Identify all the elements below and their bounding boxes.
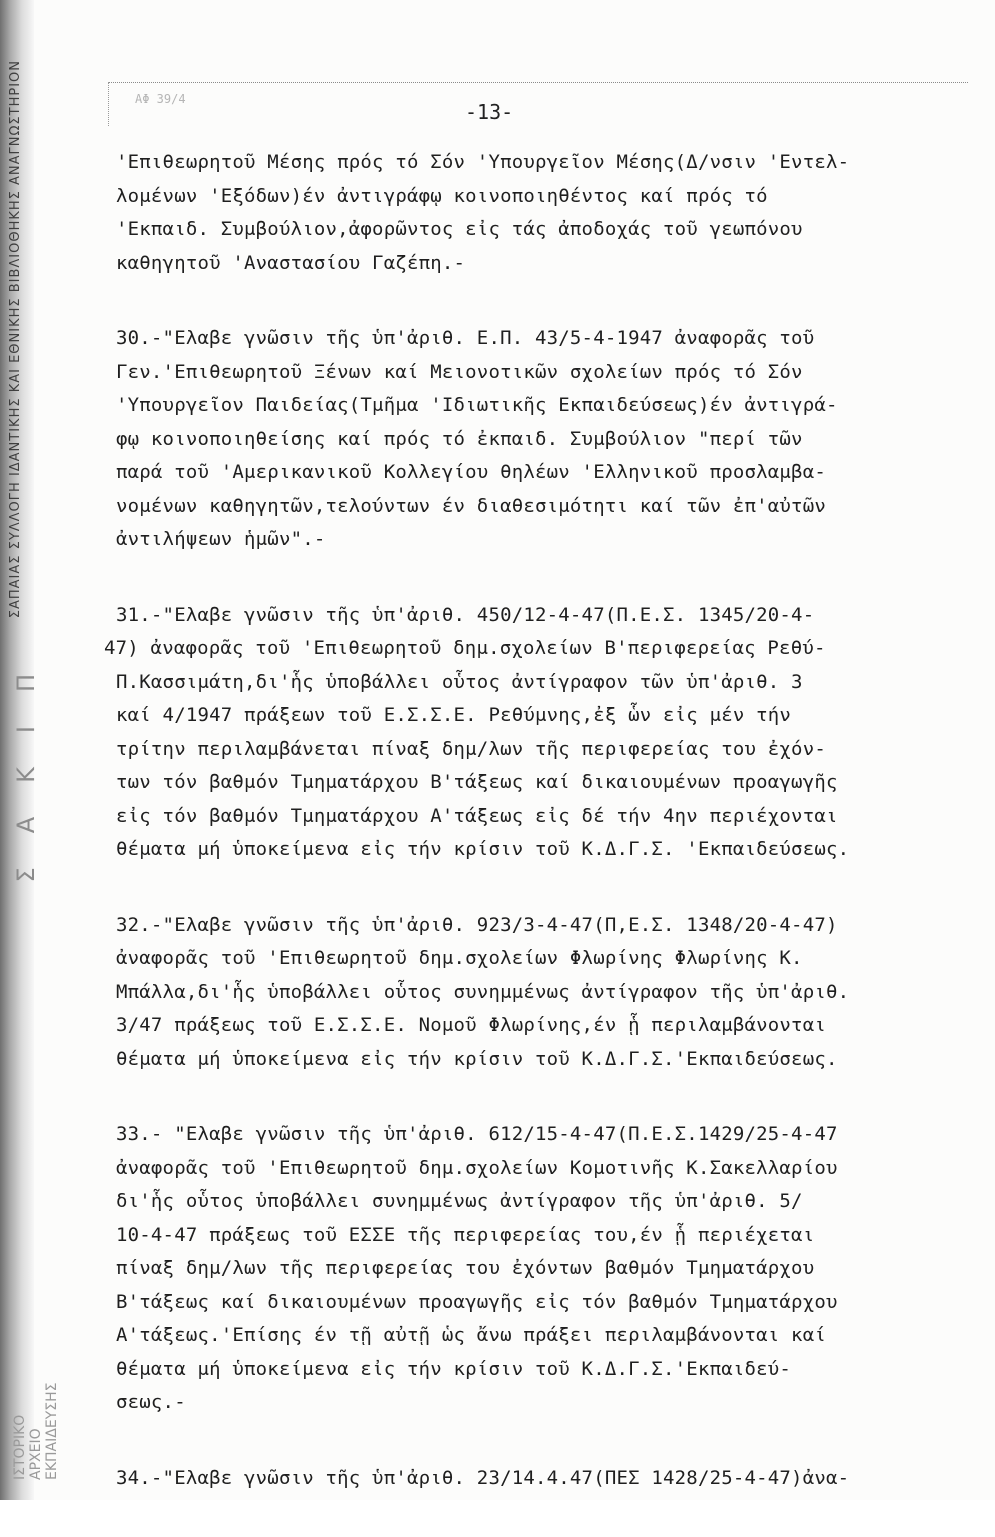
- text-line: θέματα μή ὑποκείμενα εἰς τήν κρίσιν τοῦ Κ.Δ.Γ.Σ.'Εκπαιδεύσεως.: [116, 1047, 838, 1070]
- paragraph-30: [116, 322, 961, 557]
- text-line: τρίτην περιλαμβάνεται πίναξ δημ/λων τῆς περιφερείας του ἐχόν-: [116, 737, 826, 760]
- paragraph-32: [116, 909, 961, 1077]
- side-letters: ΣΑΚΙΠ: [12, 640, 40, 883]
- text-line: 10-4-47 πράξεως τοῦ ΕΣΣΕ τῆς περιφερείας του,έν ᾗ περιέχεται: [116, 1223, 815, 1246]
- paragraph-34: [116, 1462, 961, 1496]
- text-line: 47) ἀναφορᾶς τοῦ 'Επιθεωρητοῦ δημ.σχολείων Β'περιφερείας Ρεθύ-: [104, 637, 826, 659]
- library-stamp: ΣΑΠΑΙΑΣ ΣΥΛΛΟΓΗ ΙΔΑΝΤΙΚΗΣ ΚΑΙ ΕΘΝΙΚΗΣ ΒΙΒΛΙΟΘΗΚΗΣ ΑΝΑΓΝΩΣΤΗΡΙΟΝ: [8, 60, 23, 619]
- text-line: ἀντιλήψεων ἡμῶν".-: [116, 528, 326, 550]
- text-line: Μπάλλα,δι'ἧς ὑποβάλλει οὗτος συνημμένως ἀντίγραφον τῆς ὑπ'ἀριθ.: [116, 980, 850, 1003]
- text-line: 'Εκπαιδ. Συμβούλιον,ἀφορῶντος εἰς τάς ἀποδοχάς τοῦ γεωπόνου: [116, 218, 803, 240]
- text-line: των τόν βαθμόν Τμηματάρχου Β'τάξεως καί δικαιουμένων προαγωγῆς: [116, 771, 838, 793]
- text-line: θέματα μή ὑποκείμενα εἰς τήν κρίσιν τοῦ Κ.Δ.Γ.Σ. 'Εκπαιδεύσεως.: [116, 838, 850, 860]
- text-line: 3/47 πράξεως τοῦ Ε.Σ.Σ.Ε. Νομοῦ Φλωρίνης,έν ᾗ περιλαμβάνονται: [116, 1014, 826, 1036]
- text-line: πίναξ δημ/λων τῆς περιφερείας του ἐχόντων βαθμόν Τμηματάρχου: [116, 1257, 815, 1279]
- page-number: -13-: [465, 100, 514, 124]
- text-line: καί 4/1947 πράξεων τοῦ Ε.Σ.Σ.Ε. Ρεθύμνης,ἐξ ὧν εἰς μέν τήν: [116, 704, 792, 726]
- text-line: δι'ἧς οὗτος ὑποβάλλει συνημμένως ἀντίγραφον τῆς ὑπ'ἀριθ. 5/: [116, 1190, 803, 1212]
- text-line: Π.Κασσιμάτη,δι'ἧς ὑποβάλλει οὗτος ἀντίγραφον τῶν ὑπ'ἀριθ. 3: [116, 670, 803, 693]
- text-line: Γεν.'Επιθεωρητοῦ Ξένων καί Μειονοτικῶν σχολείων πρός τό Σόν: [116, 360, 803, 383]
- document-body: [104, 146, 961, 1537]
- text-line: λομένων 'Εξόδων)έν ἀντιγράφῳ κοινοποιηθέντος καί πρός τό: [116, 184, 768, 207]
- text-line: σεως.-: [116, 1391, 186, 1413]
- text-line: 'Υπουργεῖον Παιδείας(Τμῆμα 'Ιδιωτικῆς Εκπαιδεύσεως)έν ἀντιγρά-: [116, 394, 838, 416]
- text-line: παρά τοῦ 'Αμερικανικοῦ Κολλεγίου θηλέων 'Ελληνικοῦ προσλαμβα-: [116, 461, 826, 483]
- paragraph-33: [116, 1118, 961, 1420]
- text-line: εἰς τόν βαθμόν Τμηματάρχου Α'τάξεως εἰς δέ τήν 4ην περιέχονται: [116, 804, 838, 827]
- text-line: καθηγητοῦ 'Αναστασίου Γαζέπη.-: [116, 251, 466, 274]
- text-line: 'Επιθεωρητοῦ Μέσης πρός τό Σόν 'Υπουργεῖον Μέσης(Δ/νσιν 'Εντελ-: [116, 151, 850, 173]
- frame-left-rule: [108, 82, 109, 126]
- corner-note: ΑΦ 39/4: [135, 92, 186, 106]
- text-line: νομένων καθηγητῶν,τελούντων έν διαθεσιμότητι καί τῶν ἐπ'αὐτῶν: [116, 494, 826, 517]
- text-line: Α'τάξεως.'Επίσης έν τῇ αὐτῇ ὡς ἄνω πράξει περιλαμβάνονται καί: [116, 1324, 826, 1346]
- text-line: θέματα μή ὑποκείμενα εἰς τήν κρίσιν τοῦ Κ.Δ.Γ.Σ.'Εκπαιδεύ-: [116, 1357, 792, 1380]
- text-line: φῳ κοινοποιηθείσης καί πρός τό ἐκπαιδ. Συμβούλιον "περί τῶν: [116, 427, 803, 450]
- text-line: 33.- "Ελαβε γνῶσιν τῆς ὑπ'ἀριθ. 612/15-4-47(Π.Ε.Σ.1429/25-4-47: [116, 1123, 838, 1145]
- paragraph-31: [104, 599, 961, 867]
- paragraph-29-continued: [116, 146, 961, 280]
- text-line: 31.-"Ελαβε γνῶσιν τῆς ὑπ'ἀριθ. 450/12-4-47(Π.Ε.Σ. 1345/20-4-: [116, 603, 815, 626]
- text-line: 30.-"Ελαβε γνῶσιν τῆς ὑπ'ἀριθ. Ε.Π. 43/5-4-1947 ἀναφορᾶς τοῦ: [116, 327, 815, 349]
- text-line: Β'τάξεως καί δικαιουμένων προαγωγῆς εἰς τόν βαθμόν Τμηματάρχου: [116, 1290, 838, 1313]
- text-line: 32.-"Ελαβε γνῶσιν τῆς ὑπ'ἀριθ. 923/3-4-47(Π,Ε.Σ. 1348/20-4-47): [116, 913, 838, 936]
- text-line: 34.-"Ελαβε γνῶσιν τῆς ὑπ'ἀριθ. 23/14.4.47(ΠΕΣ 1428/25-4-47)ἀνα-: [116, 1466, 850, 1489]
- side-archive-mark: ΙΣΤΟΡΙΚΟ ΑΡΧΕΙΟ ΕΚΠΑΙΔΕΥΣΗΣ: [12, 1382, 60, 1480]
- text-line: ἀναφορᾶς τοῦ 'Επιθεωρητοῦ δημ.σχολείων Κομοτινῆς Κ.Σακελλαρίου: [116, 1156, 838, 1179]
- frame-top-rule: [108, 82, 968, 83]
- text-line: ἀναφορᾶς τοῦ 'Επιθεωρητοῦ δημ.σχολείων Φλωρίνης Φλωρίνης Κ.: [116, 947, 803, 969]
